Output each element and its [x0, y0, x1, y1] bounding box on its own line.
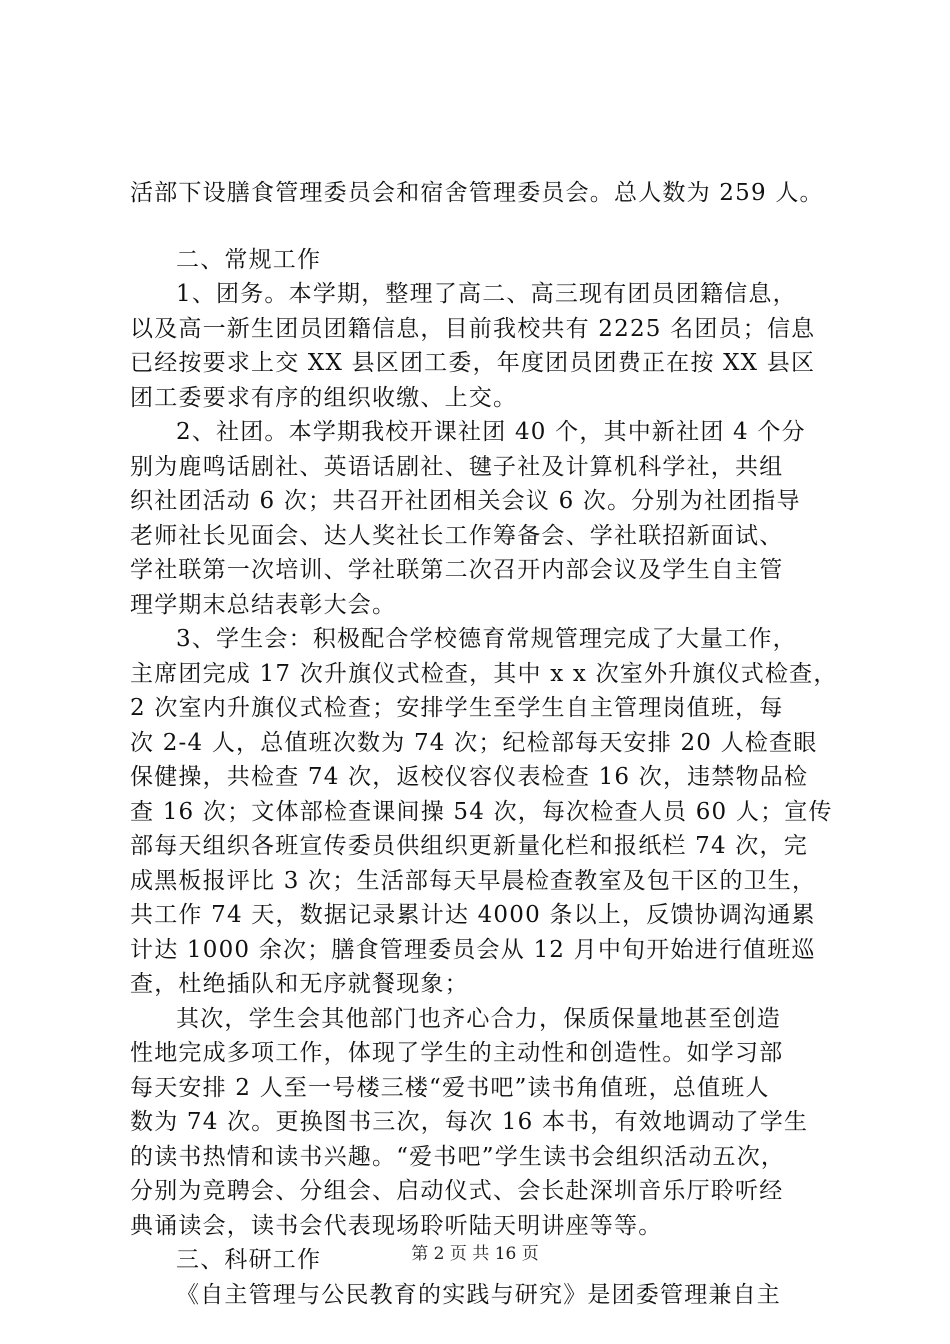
section-heading-routine-work: 二、常规工作 — [176, 246, 322, 273]
paragraph-line: 学社联第一次培训、学社联第二次召开内部会议及学生自主管 — [130, 557, 784, 583]
paragraph-line: 保健操，共检查 74 次，返校仪容仪表检查 16 次，违禁物品检 — [130, 764, 809, 790]
paragraph-line: 典诵读会，读书会代表现场聆听陆天明讲座等等。 — [130, 1212, 663, 1239]
section-heading-research-work: 三、科研工作 — [176, 1247, 322, 1273]
paragraph-line: 性地完成多项工作，体现了学生的主动性和创造性。如学习部 — [130, 1040, 784, 1066]
paragraph-line: 部每天组织各班宣传委员供组织更新量化栏和报纸栏 74 次，完 — [130, 833, 808, 859]
paragraph-line: 共工作 74 天，数据记录累计达 4000 条以上，反馈协调沟通累 — [130, 902, 816, 928]
page-number-footer: 第 2 页 共 16 页 — [411, 1244, 539, 1264]
paragraph-line: 计达 1000 余次；膳食管理委员会从 12 月中旬开始进行值班巡 — [130, 936, 816, 963]
paragraph-line: 《自主管理与公民教育的实践与研究》是团委管理兼自主 — [176, 1281, 781, 1308]
document-body — [130, 176, 850, 1312]
paragraph-line: 次 2-4 人，总值班次数为 74 次；纪检部每天安排 20 人检查眼 — [130, 729, 818, 756]
paragraph-line: 每天安排 2 人至一号楼三楼“爱书吧”读书角值班，总值班人 — [130, 1074, 770, 1101]
paragraph-line: 织社团活动 6 次；共召开社团相关会议 6 次。分别为社团指导 — [130, 488, 801, 514]
paragraph-line: 3、学生会：积极配合学校德育常规管理完成了大量工作， — [176, 626, 797, 652]
paragraph-line: 的读书热情和读书兴趣。“爱书吧”学生读书会组织活动五次， — [130, 1143, 786, 1170]
paragraph-line: 2、社团。本学期我校开课社团 40 个，其中新社团 4 个分 — [176, 419, 806, 445]
paragraph-line: 活部下设膳食管理委员会和宿舍管理委员会。总人数为 259 人。 — [130, 180, 824, 206]
paragraph-line: 别为鹿鸣话剧社、英语话剧社、毽子社及计算机科学社，共组 — [130, 453, 784, 480]
paragraph-line: 团工委要求有序的组织收缴、上交。 — [130, 384, 518, 411]
paragraph-line: 数为 74 次。更换图书三次，每次 16 本书，有效地调动了学生 — [130, 1109, 809, 1135]
paragraph-line: 2 次室内升旗仪式检查；安排学生至学生自主管理岗值班，每 — [130, 695, 784, 721]
paragraph-line: 成黑板报评比 3 次；生活部每天早晨检查教室及包干区的卫生， — [130, 867, 817, 894]
paragraph-gap — [130, 211, 850, 243]
paragraph-line: 查 16 次；文体部检查课间操 54 次，每次检查人员 60 人；宣传 — [130, 798, 833, 825]
paragraph-line: 其次，学生会其他部门也齐心合力，保质保量地甚至创造 — [176, 1005, 781, 1032]
paragraph-line: 分别为竞聘会、分组会、启动仪式、会长赴深圳音乐厅聆听经 — [130, 1178, 784, 1204]
paragraph-line: 理学期末总结表彰大会。 — [130, 591, 397, 618]
paragraph-line: 主席团完成 17 次升旗仪式检查，其中 x x 次室外升旗仪式检查， — [130, 660, 838, 687]
paragraph-line: 老师社长见面会、达人奖社长工作筹备会、学社联招新面试、 — [130, 522, 784, 549]
paragraph-line: 以及高一新生团员团籍信息，目前我校共有 2225 名团员；信息 — [130, 315, 816, 342]
paragraph-line: 查，杜绝插队和无序就餐现象； — [130, 971, 469, 997]
paragraph-line: 已经按要求上交 XX 县区团工委，年度团员团费正在按 XX 县区 — [130, 350, 816, 376]
paragraph-line: 1、团务。本学期，整理了高二、高三现有团员团籍信息， — [176, 281, 797, 307]
